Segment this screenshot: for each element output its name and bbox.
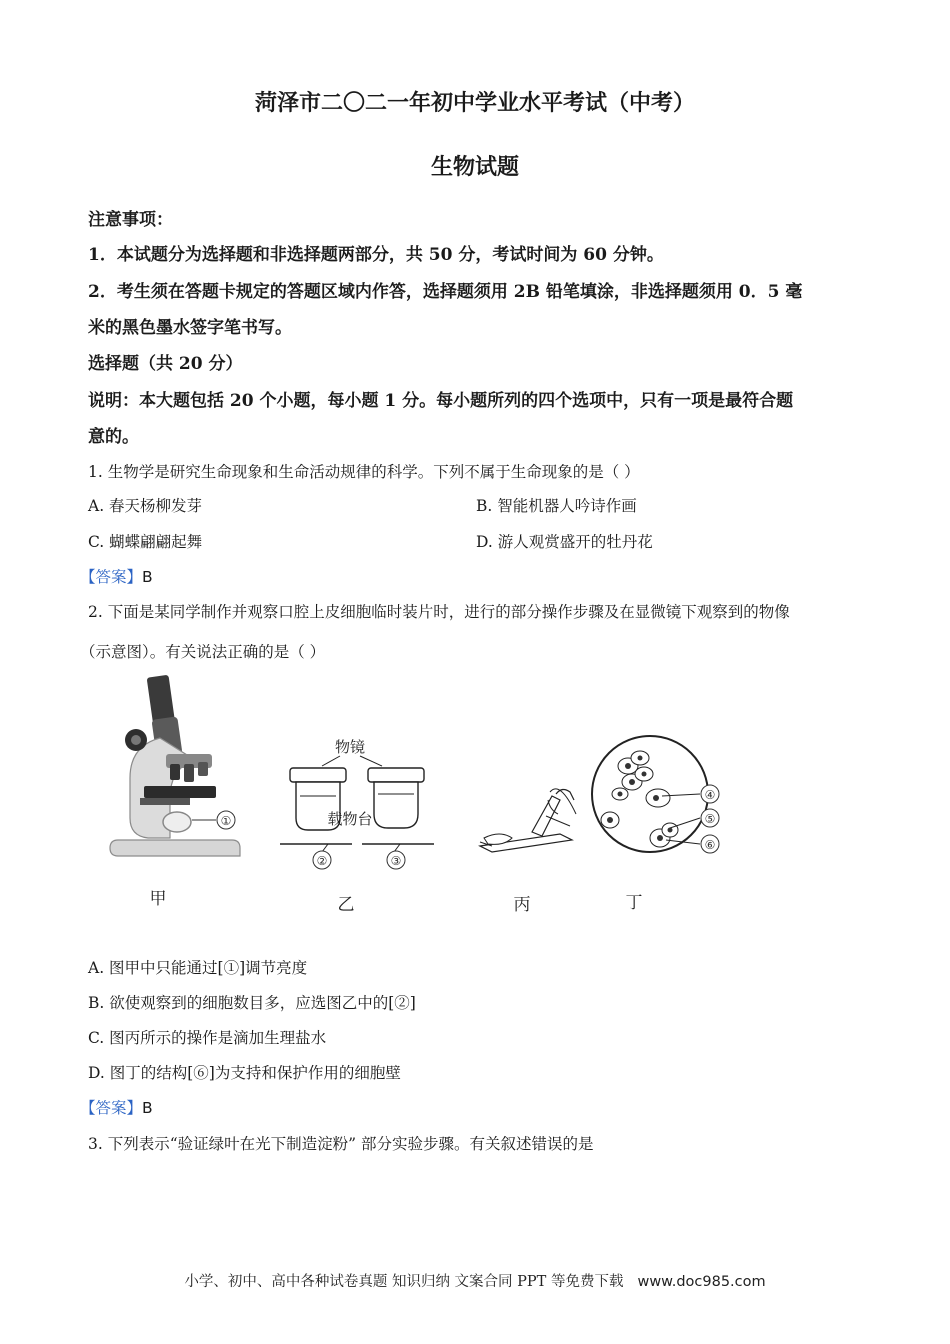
dropper-operation-illustration <box>480 789 576 852</box>
q1-answer <box>80 565 153 587</box>
caption-ding: 丁 <box>625 893 643 913</box>
caption-jia: 甲 <box>149 889 167 909</box>
section-desc-line1: 说明：本大题包括 20 个小题，每小题 1 分。每小题所列的四个选项中，只有一项是最符合题 <box>88 391 794 411</box>
q2-stem-line2: （示意图）。有关说法正确的是（ ） <box>80 643 326 661</box>
answer-value: B <box>142 568 153 586</box>
footer-text: 小学、初中、高中各种试卷真题 知识归纳 文案合同 PPT 等免费下载 <box>184 1274 624 1290</box>
q1-option-a: A. 春天杨柳发芽 <box>88 497 203 515</box>
label-n2: ② <box>316 854 328 868</box>
footer-url[interactable]: www.doc985.com <box>637 1274 766 1290</box>
q2-option-c: C. 图丙所示的操作是滴加生理盐水 <box>88 1029 327 1047</box>
q1-stem: 1. 生物学是研究生命现象和生命活动规律的科学。下列不属于生命现象的是（ ） <box>88 463 640 481</box>
q2-stem-line1: 2. 下面是某同学制作并观察口腔上皮细胞临时装片时，进行的部分操作步骤及在显微镜下观察到的物像 <box>88 603 790 621</box>
caption-yi: 乙 <box>337 895 355 915</box>
page-footer <box>0 1270 950 1291</box>
label-n5: ⑤ <box>704 812 716 826</box>
objective-lenses-illustration <box>280 738 434 869</box>
q1-option-c: C. 蝴蝶翩翩起舞 <box>88 533 203 551</box>
answer-value: B <box>142 1099 153 1117</box>
label-objective: 物镜 <box>334 738 366 756</box>
section-desc-line2: 意的。 <box>88 427 139 447</box>
answer-tag: 【答案】 <box>80 568 143 586</box>
answer-tag: 【答案】 <box>80 1099 143 1117</box>
q2-figure <box>100 668 740 928</box>
label-stage: 载物台 <box>327 810 373 828</box>
q2-answer <box>80 1096 153 1118</box>
exam-title: 菏泽市二〇二一年初中学业水平考试（中考） <box>254 90 695 116</box>
q2-option-d: D. 图丁的结构[⑥]为支持和保护作用的细胞壁 <box>88 1064 401 1082</box>
label-n3: ③ <box>390 854 402 868</box>
q2-option-b: B. 欲使观察到的细胞数目多，应选图乙中的[②] <box>88 994 416 1012</box>
notice-item-1: 1．本试题分为选择题和非选择题两部分，共 50 分，考试时间为 60 分钟。 <box>88 245 664 265</box>
field-of-view-illustration <box>592 736 719 853</box>
q1-option-d: D. 游人观赏盛开的牡丹花 <box>476 533 653 551</box>
q2-option-a: A. 图甲中只能通过[①]调节亮度 <box>88 959 308 977</box>
notice-item-2-line2: 米的黑色墨水签字笔书写。 <box>88 318 292 338</box>
label-n4: ④ <box>704 788 716 802</box>
notice-item-2-line1: 2．考生须在答题卡规定的答题区域内作答，选择题须用 2B 铅笔填涂，非选择题须用 0．5 毫 <box>88 282 803 302</box>
microscope-illustration <box>110 675 240 856</box>
q3-stem: 3. 下列表示“验证绿叶在光下制造淀粉” 部分实验步骤。有关叙述错误的是 <box>88 1135 594 1153</box>
label-n1: ① <box>220 814 232 828</box>
q1-option-b: B. 智能机器人吟诗作画 <box>476 497 637 515</box>
exam-subtitle: 生物试题 <box>430 154 519 180</box>
section-heading: 选择题（共 20 分） <box>88 354 243 374</box>
caption-bing: 丙 <box>513 895 531 915</box>
notice-heading: 注意事项： <box>88 210 173 230</box>
label-n6: ⑥ <box>704 838 716 852</box>
